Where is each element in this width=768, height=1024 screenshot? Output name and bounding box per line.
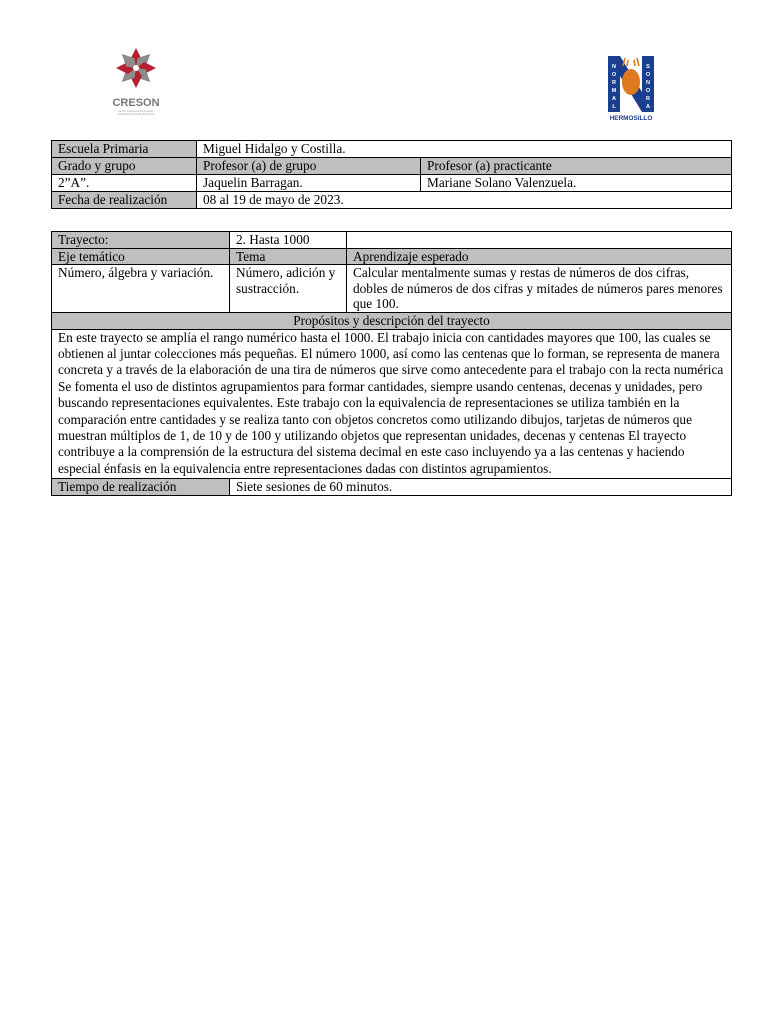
svg-text:N: N — [646, 80, 650, 86]
grade-value: 2”A”. — [52, 175, 197, 192]
svg-text:L: L — [612, 104, 616, 110]
svg-text:N: N — [612, 64, 616, 70]
svg-text:R: R — [646, 96, 650, 102]
date-label: Fecha de realización — [52, 192, 197, 209]
practicante-value: Mariane Solano Valenzuela. — [421, 175, 732, 192]
table-row — [52, 232, 732, 249]
eje-label: Eje temático — [52, 248, 230, 265]
school-label: Escuela Primaria — [52, 141, 197, 158]
svg-text:S: S — [646, 64, 650, 70]
teacher-value: Jaquelin Barragan. — [197, 175, 421, 192]
normal-caption: HERMOSILLO — [609, 115, 653, 122]
svg-text:O: O — [611, 72, 617, 78]
time-label: Tiempo de realización — [52, 479, 230, 496]
aprendizaje-label: Aprendizaje esperado — [347, 248, 732, 265]
table-row — [52, 192, 732, 209]
grade-label: Grado y grupo — [52, 158, 197, 175]
teacher-label: Profesor (a) de grupo — [197, 158, 421, 175]
table-row — [52, 141, 732, 158]
svg-text:O: O — [645, 72, 651, 78]
aprendizaje-value: Calcular mentalmente sumas y restas de números de dos cifras, dobles de números de dos cifras y mitades de números pares menores que 100. — [347, 265, 732, 313]
table-row — [52, 479, 732, 496]
time-value: Siete sesiones de 60 minutos. — [230, 479, 732, 496]
tema-value: Número, adición y sustracción. — [230, 265, 347, 313]
eje-value: Número, álgebra y variación. — [52, 265, 230, 313]
svg-text:M: M — [611, 88, 617, 94]
table-row — [52, 312, 732, 329]
trayecto-empty — [347, 232, 732, 249]
trayecto-description: En este trayecto se amplía el rango numérico hasta el 1000. El trabajo inicia con cantidades mayores que 100, las cuales se obtienen al juntar colecciones más pequeñas. El número 1000, así como las centenas que lo forman, se representa de manera concreta y a través de la elaboración de una tira de números que sirve como antecedente para el trabajo con la recta numérica Se fomenta el uso de distintos agrupamientos para formar cantidades, siempre usando centenas, decenas y unidades, pero buscando representaciones equivalentes. Este trabajo con la equivalencia de representaciones se utiliza también en la comparación entre cantidades y se realiza tanto con objetos concretos como utilizando dibujos, tarjetas de números que muestran múltiplos de 1, de 10 y de 100 y utilizando objetos que representan unidades, decenas y centenas El trayecto contribuye a la comprensión de la estructura del sistema decimal en este caso incluyendo ya a las centenas y haciendo especial énfasis en la equivalencia entre representaciones dadas con distintos agrupamientos. — [52, 329, 732, 479]
normal-sonora-logo — [604, 54, 658, 122]
creson-name: CRESON — [112, 97, 160, 109]
svg-text:A: A — [612, 96, 616, 102]
trayecto-label: Trayecto: — [52, 232, 230, 249]
svg-text:Profesional Docente de Sonora: Profesional Docente de Sonora — [117, 113, 155, 116]
table-row — [52, 248, 732, 265]
svg-text:A: A — [646, 104, 650, 110]
table-row — [52, 175, 732, 192]
creson-logo — [104, 44, 168, 118]
tema-label: Tema — [230, 248, 347, 265]
general-info-table — [51, 140, 732, 209]
trayecto-table — [51, 231, 732, 496]
purpose-header: Propósitos y descripción del trayecto — [52, 312, 732, 329]
svg-text:Centro Regional de Formación: Centro Regional de Formación — [118, 110, 154, 113]
table-row — [52, 158, 732, 175]
school-value: Miguel Hidalgo y Costilla. — [197, 141, 732, 158]
trayecto-value: 2. Hasta 1000 — [230, 232, 347, 249]
table-row — [52, 265, 732, 313]
practicante-label: Profesor (a) practicante — [421, 158, 732, 175]
table-row — [52, 329, 732, 479]
date-value: 08 al 19 de mayo de 2023. — [197, 192, 732, 209]
svg-text:O: O — [645, 88, 651, 94]
svg-text:R: R — [612, 80, 616, 86]
